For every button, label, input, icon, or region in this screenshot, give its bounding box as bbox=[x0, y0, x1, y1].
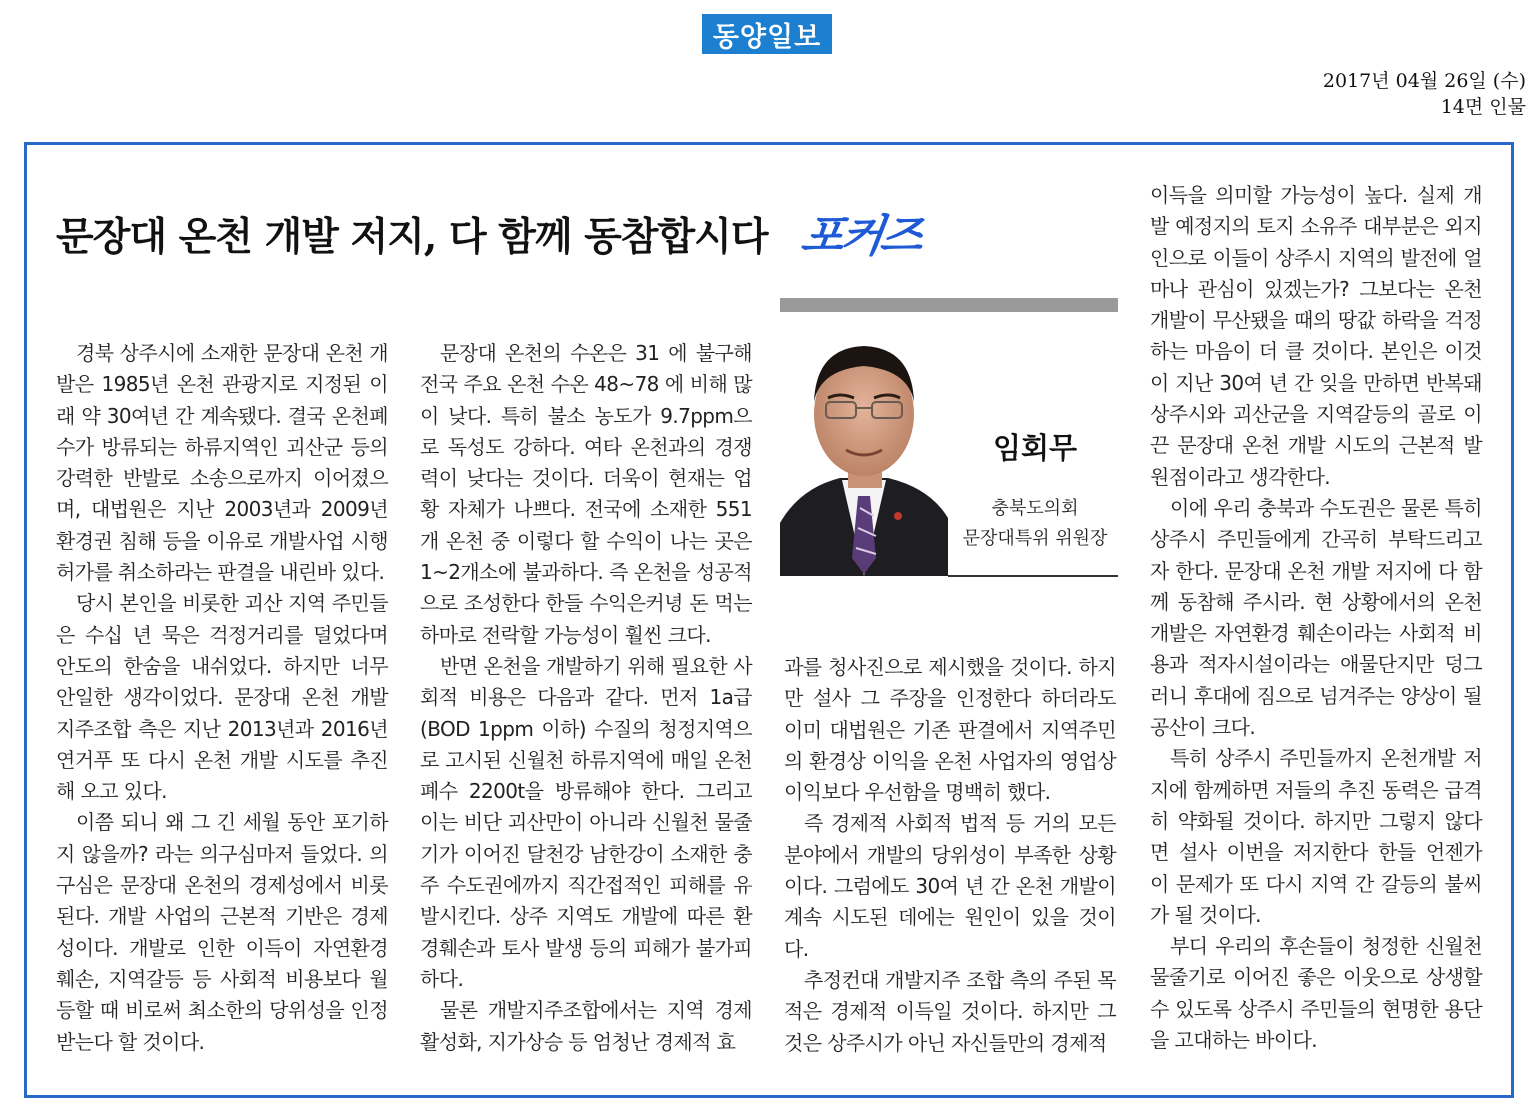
photo-top-bar bbox=[780, 298, 1118, 312]
paragraph: 부디 우리의 후손들이 청정한 신월천 물줄기로 이어진 좋은 이웃으로 상생할 수 있도록 상주시 주민들의 현명한 용단을 고대하는 바이다. bbox=[1150, 934, 1482, 1053]
paragraph: 문장대 온천의 수온은 31 에 불구해 전국 주요 온천 수온 48~78 에 비해 많이 낮다. 특히 불소 농도가 9.7ppm으로 독성도 강하다. 여타 온천과의 경쟁력이 낮다는 것이다. 더욱이 현재는 업황 자체가 나쁘다. 전국에 소재한 551개 온천 중 이렇다 할 수익이 나는 곳은 1~2개소에 불과하다. 즉 온천을 성공적으로 조성한다 한들 수익은커녕 돈 먹는 하마로 전락할 가능성이 훨씬 크다. bbox=[420, 341, 752, 647]
article-column-2 bbox=[420, 338, 752, 1058]
paragraph: 반면 온천을 개발하기 위해 필요한 사회적 비용은 다음과 같다. 먼저 1a급(BOD 1ppm 이하) 수질의 청정지역으로 고시된 신월천 하류지역에 매일 온천폐수 2200t을 방류해야 한다. 그리고 이는 비단 괴산만이 아니라 신월천 물줄기가 이어진 달천강 남한강이 소재한 충주 수도권에까지 직간접적인 피해를 유발시킨다. 상주 지역도 개발에 따른 환경훼손과 토사 발생 등의 피해가 불가피하다. bbox=[420, 653, 752, 991]
column-rubric-logo: 포커즈 bbox=[797, 211, 924, 262]
paragraph: 이에 우리 충북과 수도권은 물론 특히 상주시 주민들에게 간곡히 부탁드리고자 한다. 문장대 온천 개발 저지에 다 함께 동참해 주시라. 현 상황에서의 온천 개발은 자연환경 훼손이라는 사회적 비용과 적자시설이라는 애물단지만 덩그러니 후대에 짐으로 넘겨주는 양상이 될 공산이 크다. bbox=[1150, 495, 1482, 740]
publication-date: 2017년 04월 26일 (수) bbox=[1322, 70, 1526, 92]
paragraph: 즉 경제적 사회적 법적 등 거의 모든 분야에서 개발의 당위성이 부족한 상황이다. 그럼에도 30여 년 간 온천 개발이 계속 시도된 데에는 원인이 있을 것이다. bbox=[784, 811, 1116, 961]
author-photo bbox=[780, 318, 948, 576]
article-headline: 문장대 온천 개발 저지, 다 함께 동참합시다 bbox=[56, 214, 768, 260]
byline-divider bbox=[948, 575, 1118, 577]
paragraph: 경북 상주시에 소재한 문장대 온천 개발은 1985년 온천 관광지로 지정된 이래 약 30여년 간 계속됐다. 결국 온천폐수가 방류되는 하류지역인 괴산군 등의 강력한 반발로 소송으로까지 이어졌으며, 대법원은 지난 2003년과 2009년 환경권 침해 등을 이유로 개발사업 시행허가를 취소하라는 판결을 내린바 있다. bbox=[56, 341, 388, 585]
page-section: 14면 인물 bbox=[1440, 96, 1526, 118]
article-column-1 bbox=[56, 338, 388, 1058]
author-title-line-1: 충북도의회 bbox=[991, 498, 1079, 519]
newspaper-masthead-logo: 동양일보 bbox=[702, 14, 832, 54]
author-title-line-2: 문장대특위 위원장 bbox=[962, 528, 1108, 549]
paragraph: 이쯤 되니 왜 그 긴 세월 동안 포기하지 않을까? 라는 의구심마저 들었다. 의구심은 문장대 온천의 경제성에서 비롯된다. 개발 사업의 근본적 기반은 경제성이다. 개발로 인한 이득이 자연환경 훼손, 지역갈등 등 사회적 비용보다 월등할 때 비로써 최소한의 당위성을 인정 받는다 할 것이다. bbox=[56, 810, 388, 1054]
paragraph: 특히 상주시 주민들까지 온천개발 저지에 함께하면 저들의 추진 동력은 급격히 약화될 것이다. 하지만 그렇지 않다면 설사 이번을 저지한다 한들 언젠가 이 문제가 또 다시 지역 간 갈등의 불씨가 될 것이다. bbox=[1150, 746, 1482, 927]
article-column-4 bbox=[1150, 180, 1482, 1056]
article-column-3 bbox=[784, 652, 1116, 1059]
author-byline bbox=[952, 318, 1118, 576]
paragraph: 당시 본인을 비롯한 괴산 지역 주민들은 수십 년 묵은 걱정거리를 덜었다며 안도의 한숨을 내쉬었다. 하지만 너무 안일한 생각이었다. 문장대 온천 개발 지주조합 측은 지난 2013년과 2016년 연거푸 또 다시 온천 개발 시도를 추진해 오고 있다. bbox=[56, 591, 388, 804]
paragraph-continued: 이득을 의미할 가능성이 높다. 실제 개발 예정지의 토지 소유주 대부분은 외지인으로 이들이 상주시 지역의 발전에 얼마나 관심이 있겠는가? 그보다는 온천 개발이 무산됐을 때의 땅값 하락을 걱정하는 마음이 더 클 것이다. 본인은 이것이 지난 30여 년 간 잊을 만하면 반복돼 상주시와 괴산군을 지역갈등의 골로 이끈 문장대 온천 개발 시도의 근본적 발원점이라고 생각한다. bbox=[1150, 183, 1482, 489]
paragraph: 물론 개발지주조합에서는 지역 경제 활성화, 지가상승 등 엄청난 경제적 효 bbox=[420, 998, 752, 1054]
author-title bbox=[952, 494, 1118, 554]
dateline bbox=[1323, 68, 1526, 120]
author-name: 임회무 bbox=[992, 431, 1078, 465]
paragraph: 추정컨대 개발지주 조합 측의 주된 목적은 경제적 이득일 것이다. 하지만 그것은 상주시가 아닌 자신들만의 경제적 bbox=[784, 967, 1116, 1055]
author-portrait-image bbox=[780, 318, 948, 576]
paragraph-continued: 과를 청사진으로 제시했을 것이다. 하지만 설사 그 주장을 인정한다 하더라도 이미 대법원은 기존 판결에서 지역주민의 환경상 이익을 온천 사업자의 영업상 이익보다 우선함을 명백히 했다. bbox=[784, 655, 1116, 805]
